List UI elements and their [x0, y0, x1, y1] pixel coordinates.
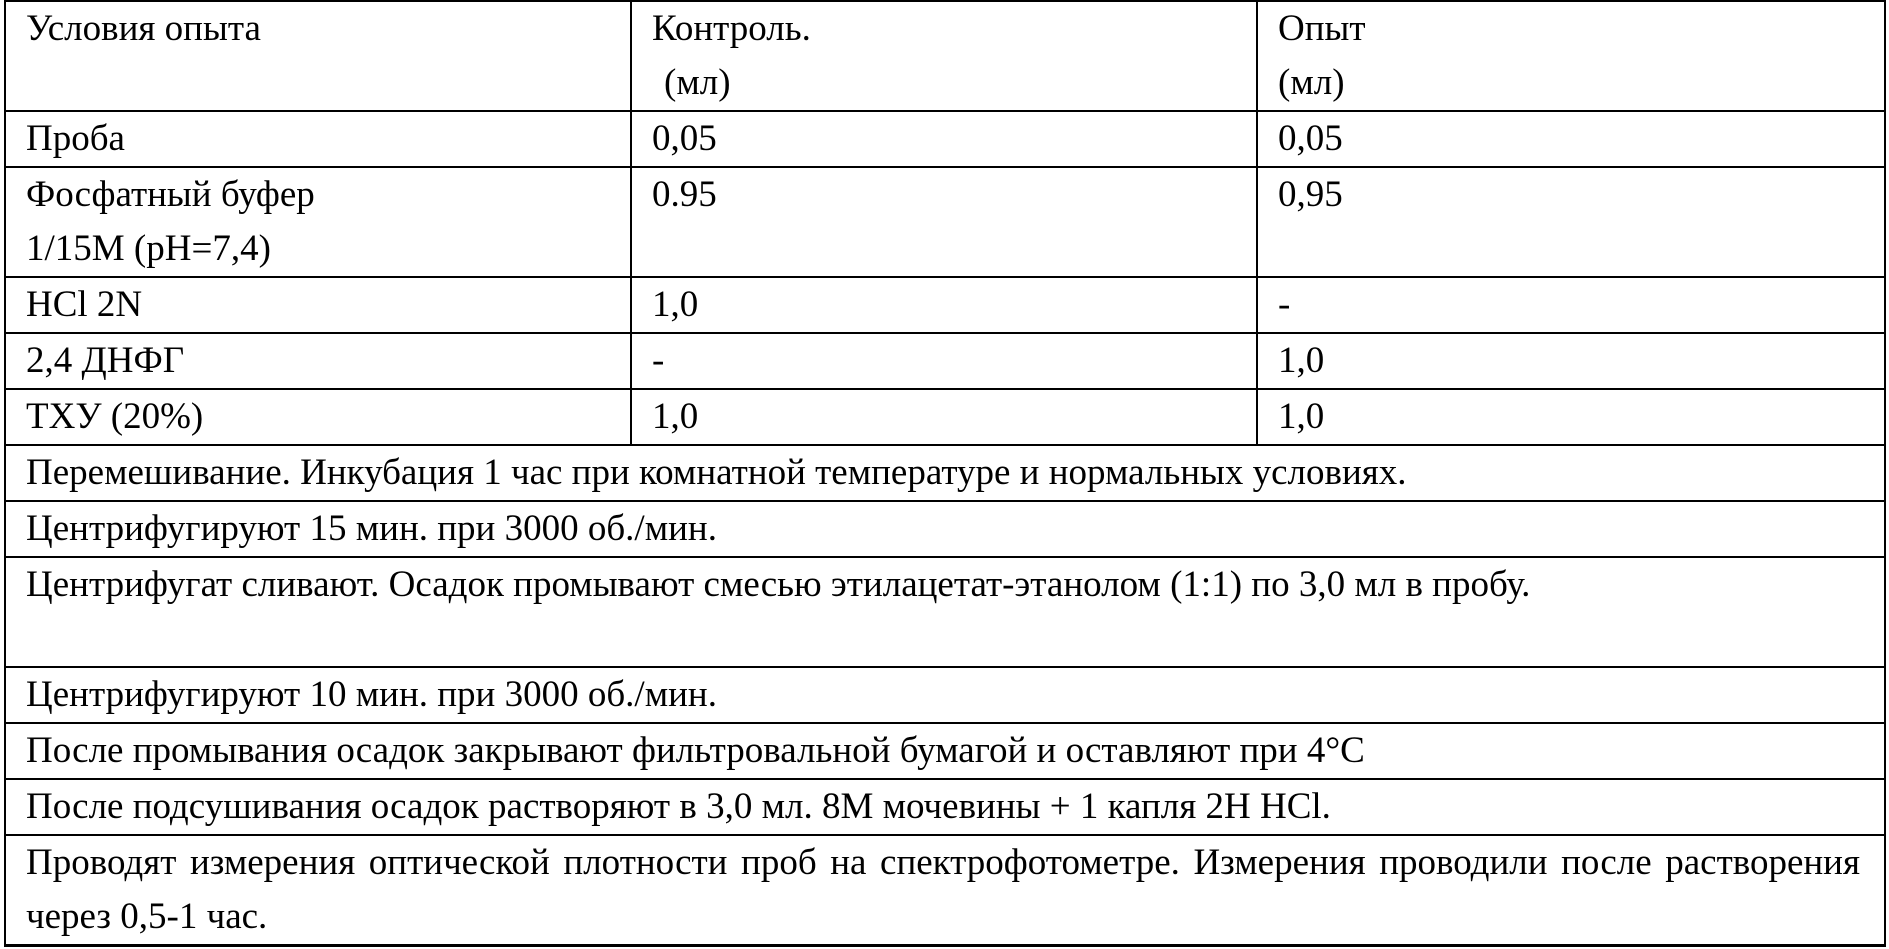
step-row — [5, 667, 1885, 723]
control-cell: 1,0 — [631, 277, 1257, 333]
step-cell: Перемешивание. Инкубация 1 час при комнатной температуре и нормальных условиях. — [5, 445, 1885, 501]
step-cell: После промывания осадок закрывают фильтровальной бумагой и оставляют при 4°С — [5, 723, 1885, 779]
experiment-cell: 1,0 — [1257, 389, 1885, 445]
header-experiment-unit: (мл) — [1278, 62, 1345, 103]
header-conditions-label: Условия опыта — [26, 8, 261, 49]
header-experiment-label: Опыт — [1278, 8, 1366, 49]
step-cell: Проводят измерения оптической плотности проб на спектрофотометре. Измерения проводили после растворения через 0,5-1 час. — [5, 835, 1885, 946]
table-row — [5, 111, 1885, 167]
table-row — [5, 277, 1885, 333]
step-cell: После подсушивания осадок растворяют в 3,0 мл. 8М мочевины + 1 капля 2Н HCl. — [5, 779, 1885, 835]
table-row — [5, 389, 1885, 445]
control-cell: - — [631, 333, 1257, 389]
condition-cell: Проба — [5, 111, 631, 167]
header-control-unit: (мл) — [664, 62, 731, 103]
experiment-cell: 1,0 — [1257, 333, 1885, 389]
control-cell: 0.95 — [631, 167, 1257, 277]
header-experiment — [1257, 1, 1885, 111]
table-row — [5, 333, 1885, 389]
condition-cell: ТХУ (20%) — [5, 389, 631, 445]
step-row — [5, 779, 1885, 835]
protocol-table — [4, 0, 1886, 947]
step-row — [5, 835, 1885, 946]
experiment-cell: 0,95 — [1257, 167, 1885, 277]
condition-cell — [5, 167, 631, 277]
condition-cell: 2,4 ДНФГ — [5, 333, 631, 389]
condition-line: 1/15M (pH=7,4) — [26, 228, 271, 269]
experiment-cell: - — [1257, 277, 1885, 333]
table-row — [5, 167, 1885, 277]
step-row — [5, 557, 1885, 667]
experiment-cell: 0,05 — [1257, 111, 1885, 167]
table-header-row — [5, 1, 1885, 111]
step-cell: Центрифугируют 10 мин. при 3000 об./мин. — [5, 667, 1885, 723]
step-cell: Центрифугат сливают. Осадок промывают смесью этилацетат-этанолом (1:1) по 3,0 мл в пробу. — [5, 557, 1885, 667]
step-row — [5, 723, 1885, 779]
header-conditions — [5, 1, 631, 111]
step-cell: Центрифугируют 15 мин. при 3000 об./мин. — [5, 501, 1885, 557]
header-control — [631, 1, 1257, 111]
step-row — [5, 445, 1885, 501]
control-cell: 1,0 — [631, 389, 1257, 445]
condition-line: Фосфатный буфер — [26, 174, 315, 215]
step-row — [5, 501, 1885, 557]
control-cell: 0,05 — [631, 111, 1257, 167]
header-control-label: Контроль. — [652, 8, 811, 49]
condition-cell: HCl 2N — [5, 277, 631, 333]
